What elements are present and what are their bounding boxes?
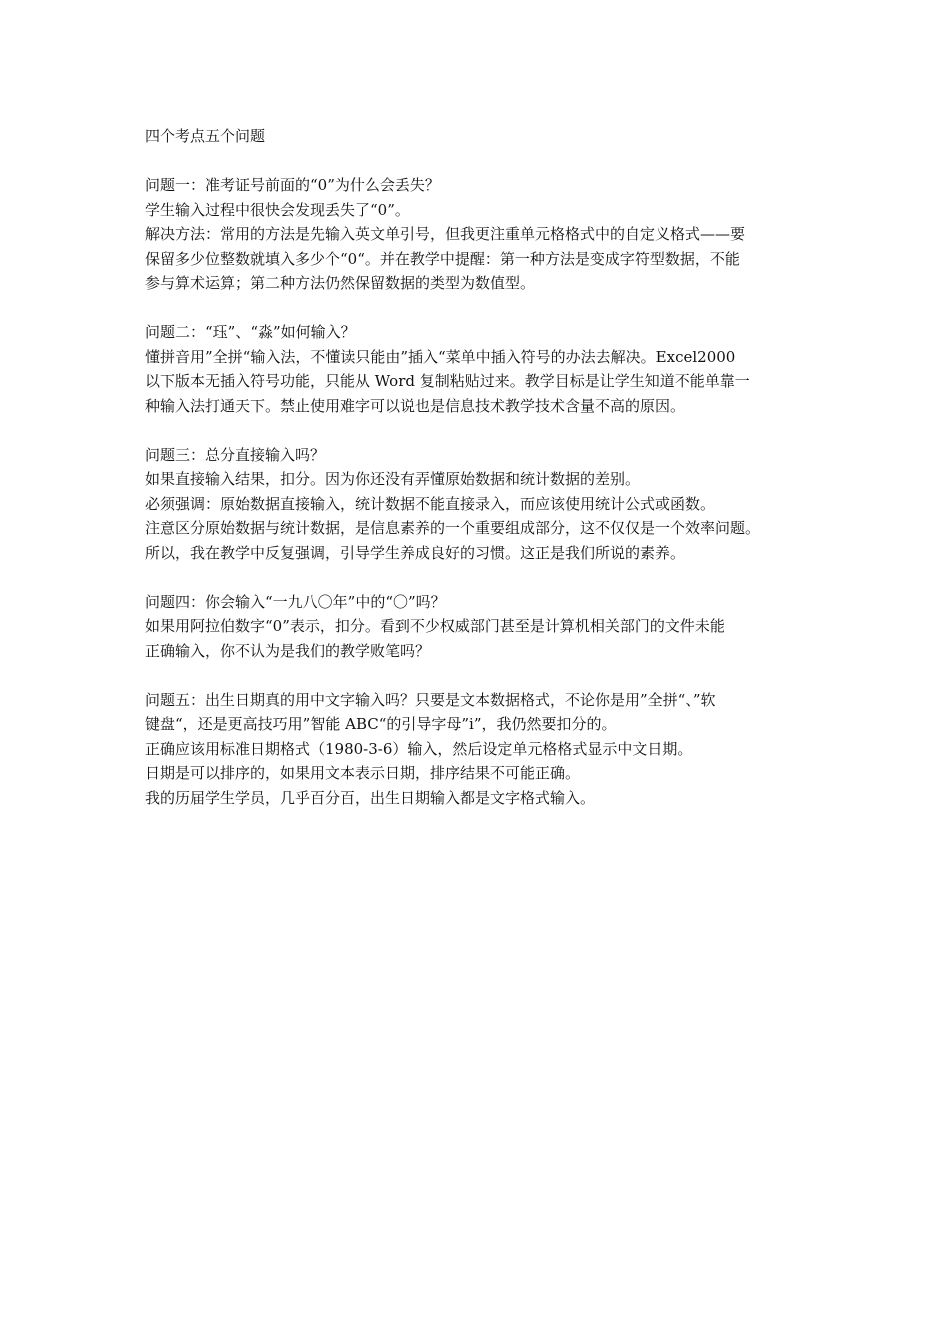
section-question-1 — [145, 173, 825, 296]
text-line: 种输入法打通天下。禁止使用难字可以说也是信息技术教学技术含量不高的原因。 — [145, 396, 686, 415]
text-line: 注意区分原始数据与统计数据，是信息素养的一个重要组成部分，这不仅仅是一个效率问题。 — [145, 519, 761, 537]
section-question-5 — [145, 688, 825, 811]
text-line: 必须强调：原始数据直接输入，统计数据不能直接录入，而应该使用统计公式或函数。 — [145, 494, 716, 513]
text-line: 如果用阿拉伯数字“0”表示，扣分。看到不少权威部门甚至是计算机相关部门的文件未能 — [145, 617, 725, 635]
paragraph-gap — [145, 565, 825, 590]
text-line: 解决方法：常用的方法是先输入英文单引号，但我更注重单元格格式中的自定义格式——要 — [145, 225, 746, 243]
paragraph-gap — [145, 296, 825, 321]
text-line: 我的历届学生学员，几乎百分百，出生日期输入都是文字格式输入。 — [145, 788, 596, 807]
text-line: 学生输入过程中很快会发现丢失了“0”。 — [145, 200, 410, 219]
text-line: 以下版本无插入符号功能，只能从 Word 复制粘贴过来。教学目标是让学生知道不能单靠一 — [145, 372, 750, 390]
question-5-heading: 问题五：出生日期真的用中文字输入吗？只要是文本数据格式，不论你是用”全拼“、”软 — [145, 690, 716, 709]
text-line: 懂拼音用”全拼“输入法，不懂读只能由”插入“菜单中插入符号的办法去解决。Excel2000 — [145, 347, 736, 366]
question-2-heading: 问题二：“珏”、“淼”如何输入？ — [145, 323, 356, 341]
question-3-heading: 问题三：总分直接输入吗？ — [145, 445, 326, 464]
document-title: 四个考点五个问题 — [145, 127, 266, 145]
question-4-heading: 问题四：你会输入“一九八〇年”中的“〇”吗？ — [145, 592, 446, 611]
text-line: 日期是可以排序的，如果用文本表示日期，排序结果不可能正确。 — [145, 764, 581, 782]
text-line: 保留多少位整数就填入多少个“0“。并在教学中提醒：第一种方法是变成字符型数据，不能 — [145, 249, 740, 268]
question-1-heading: 问题一：准考证号前面的“0”为什么会丢失？ — [145, 176, 440, 194]
paragraph-gap — [145, 418, 825, 443]
text-line: 如果直接输入结果，扣分。因为你还没有弄懂原始数据和统计数据的差别。 — [145, 470, 641, 488]
section-question-2 — [145, 320, 825, 418]
text-line: 正确应该用标准日期格式（1980-3-6）输入，然后设定单元格格式显示中文日期。 — [145, 739, 693, 758]
paragraph-gap — [145, 149, 825, 174]
paragraph-gap — [145, 663, 825, 688]
text-line: 参与算术运算；第二种方法仍然保留数据的类型为数值型。 — [145, 274, 536, 292]
document-body — [145, 124, 825, 810]
section-question-3 — [145, 443, 825, 566]
text-line: 键盘“，还是更高技巧用”智能 ABC“的引导字母”i”，我仍然要扣分的。 — [145, 715, 617, 733]
text-line: 正确输入，你不认为是我们的教学败笔吗？ — [145, 641, 431, 660]
text-line: 所以，我在教学中反复强调，引导学生养成良好的习惯。这正是我们所说的素养。 — [145, 543, 686, 562]
section-question-4 — [145, 590, 825, 664]
